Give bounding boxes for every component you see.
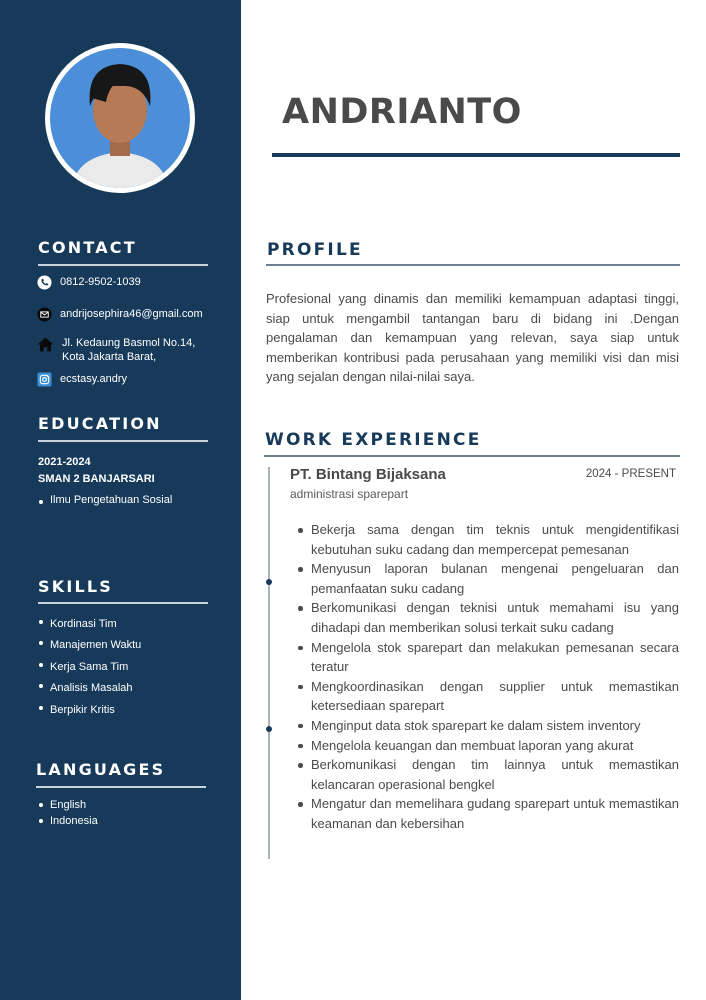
contact-heading: CONTACT xyxy=(38,238,137,257)
address-line-1: Jl. Kedaung Basmol No.14, xyxy=(62,337,196,349)
skill-item: Berpikir Kritis xyxy=(38,700,141,721)
duty-item: Menginput data stok sparepart ke dalam sistem inventory xyxy=(297,716,679,736)
skill-item: Manajemen Waktu xyxy=(38,635,141,656)
work-period: 2024 - PRESENT xyxy=(585,468,676,480)
name-underline xyxy=(272,153,680,157)
duty-item: Menyusun laporan bulanan mengenai pengeluaran dan pemanfaatan suku cadang xyxy=(297,559,679,598)
timeline-dot xyxy=(266,579,272,585)
contact-phone xyxy=(37,275,141,290)
skill-item: Analisis Masalah xyxy=(38,678,141,699)
education-heading: EDUCATION xyxy=(38,414,162,433)
language-item: English xyxy=(38,797,98,813)
skills-heading: SKILLS xyxy=(38,577,113,596)
duty-item: Berkomunikasi dengan teknisi untuk memahami isu yang dihadapi dan memberikan solusi terkait suku cadang xyxy=(297,598,679,637)
skills-list xyxy=(38,614,141,721)
profile-photo-frame xyxy=(45,43,195,193)
skill-item: Kerja Sama Tim xyxy=(38,657,141,678)
contact-instagram xyxy=(37,372,127,387)
contact-address xyxy=(37,336,195,364)
work-divider xyxy=(264,455,680,457)
phone-icon xyxy=(37,275,52,290)
language-item: Indonesia xyxy=(38,813,98,829)
duty-item: Berkomunikasi dengan tim lainnya untuk memastikan kelancaran operasional bengkel xyxy=(297,755,679,794)
education-years: 2021-2024 xyxy=(38,456,91,468)
duty-item: Mengkoordinasikan dengan supplier untuk memastikan ketersediaan sparepart xyxy=(297,677,679,716)
skill-item: Kordinasi Tim xyxy=(38,614,141,635)
languages-list xyxy=(38,797,98,829)
work-heading: WORK EXPERIENCE xyxy=(265,430,482,450)
timeline-dot xyxy=(266,726,272,732)
duty-item: Mengatur dan memelihara gudang sparepart untuk memastikan keamanan dan kebersihan xyxy=(297,794,679,833)
address-line-2: Kota Jakarta Barat, xyxy=(62,351,157,363)
email-icon xyxy=(37,307,52,322)
skills-divider xyxy=(38,602,208,604)
contact-email xyxy=(37,307,203,322)
profile-text: Profesional yang dinamis dan memiliki kemampuan adaptasi tinggi, siap untuk mengambil tantangan baru di bidang ini .Dengan pengalaman dan kemampuan yang relevan, saya siap untuk memberikan kontribusi pada perusahaan yang memiliki visi dan misi yang sejalan dengan nilai-nilai saya. xyxy=(266,291,679,385)
profile-divider xyxy=(266,264,680,266)
profile-photo xyxy=(50,48,190,188)
duty-item: Mengelola keuangan dan membuat laporan yang akurat xyxy=(297,736,679,756)
contact-divider xyxy=(38,264,208,266)
home-icon xyxy=(37,336,54,353)
education-major-list xyxy=(38,494,172,506)
education-major: Ilmu Pengetahuan Sosial xyxy=(38,494,172,506)
sidebar xyxy=(0,0,241,1000)
profile-heading: PROFILE xyxy=(267,240,363,260)
candidate-name: ANDRIANTO xyxy=(282,92,522,132)
duty-item: Bekerja sama dengan tim teknis untuk mengidentifikasi kebutuhan suku cadang dan mempercepat pemesanan xyxy=(297,520,679,559)
work-duties-list xyxy=(297,520,679,834)
education-divider xyxy=(38,440,208,442)
instagram-icon xyxy=(37,372,52,387)
work-role: administrasi sparepart xyxy=(290,487,409,501)
duty-item: Mengelola stok sparepart dan melakukan pemesanan secara teratur xyxy=(297,638,679,677)
languages-heading: LANGUAGES xyxy=(36,760,166,779)
languages-divider xyxy=(36,786,206,788)
company-name: PT. Bintang Bijaksana xyxy=(290,466,446,483)
timeline-line xyxy=(268,467,270,859)
email-text: andrijosephira46@gmail.com xyxy=(60,308,203,320)
phone-text: 0812-9502-1039 xyxy=(60,276,141,288)
education-school: SMAN 2 BANJARSARI xyxy=(38,473,155,485)
instagram-text: ecstasy.andry xyxy=(60,373,128,385)
